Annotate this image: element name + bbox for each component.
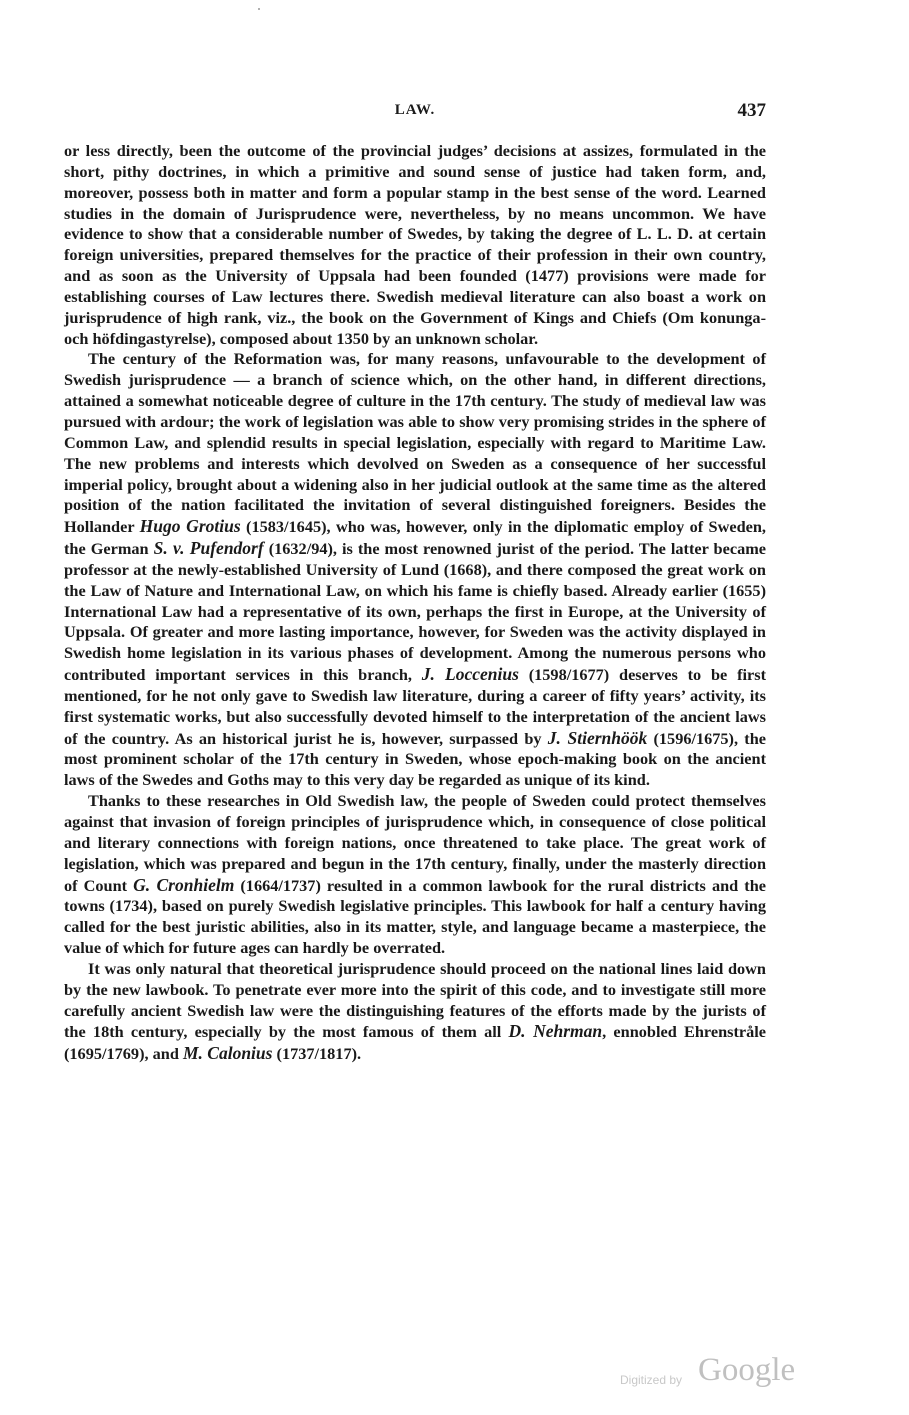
italic-name: Hugo Grotius [139, 516, 241, 537]
paragraph-2 [64, 349, 766, 791]
paragraph-3 [64, 791, 766, 959]
running-head [64, 100, 766, 124]
text-run: (1596/1675), the most prominent scholar of the 17th century in Sweden, whose epoch-making book on the ancient laws of the Swedes and Goths may to this very day be regarded as unique of its kind. [64, 728, 767, 790]
watermark-prefix: Digitized by [620, 1373, 683, 1387]
text-run: (1737/1817). [272, 1044, 362, 1064]
text-run: (1632/94), is the most renowned jurist of the period. The latter became professor at the newly-established University of Lund (1668), and there composed the great work on the Law of Nature and International Law, on which his fame is chiefly based. Already earlier (1655) International Law had a representative of its own, perhaps the first in Europe, at the University of Uppsala. Of greater and more lasting importance, however, for Sweden was the activity displayed in Swedish home legislation in its various phases of development. Among the numerous persons who contributed important services in this branch, [64, 539, 766, 685]
text-run: It was only natural that theoretical jurisprudence should proceed on the national lines laid down by the new lawbook. To penetrate ever more into the spirit of this code, and to investigate still more carefully ancient Swedish law were the distinguishing features of the efforts made by the jurists of the 18th century, especially by the most famous of them all [64, 958, 766, 1042]
text-run: (1583/1645), who was, however, only in the diplomatic employ of Sweden, the German [64, 517, 766, 559]
italic-name: J. Loccenius [421, 664, 519, 685]
text-run: or less directly, been the outcome of the provincial judges’ decisions at assizes, formulated in the short, pithy doctrines, in which a primitive and sound sense of justice had taken form, and, moreover, possess both in matter and form a popular stamp in the best sense of the word. Learned studies in the domain of Jurisprudence were, nevertheless, by no means uncommon. We have evidence to show that a considerable number of Swedes, by taking the degree of L. L. D. at certain foreign universities, prepared themselves for the practice of their profession in their own country, and as soon as the University of Uppsala had been founded (1477) provisions were made for establishing courses of Law lectures there. Swedish medieval literature can also boast a work on jurisprudence of high rank, viz., the book on the Government of Kings and Chiefs (Om konunga- och höfdingastyrelse), composed about 1350 by an unknown scholar. [64, 141, 766, 348]
page-number: 437 [737, 100, 766, 121]
text-run: (1598/1677) deserves to be first mentioned, for he not only gave to Swedish law literature, during a career of fifty years’ activity, its first systematic works, but also successfully devoted himself to the interpretation of the ancient laws of the country. As an historical jurist he is, however, surpassed by [64, 665, 767, 748]
digitized-by-google-watermark [620, 1352, 820, 1392]
text-run: , ennobled Ehrenstråle (1695/1769), and [64, 1022, 767, 1064]
google-logo: Google [698, 1352, 796, 1388]
text-run: The century of the Reformation was, for many reasons, unfavourable to the development of Swedish jurisprudence — a branch of science which, on the other hand, in different directions, attained a somewhat noticeable degree of culture in the 17th century. The study of medieval law was pursued with ardour; the work of legislation was able to show very promising strides in the sphere of Common Law, and splendid results in special legislation, especially with regard to Maritime Law. The new problems and interests which devolved on Sweden as a consequence of her successful imperial policy, brought about a widening also in her judicial outlook at the same time as the altered position of the nation facilitated the invitation of several distinguished foreigners. Besides the Hollander [64, 349, 766, 537]
italic-name: S. v. Pufendorf [153, 538, 264, 559]
italic-name: G. Cronhielm [133, 874, 235, 895]
italic-name: D. Nehrman [508, 1021, 603, 1042]
paragraph-1 [64, 141, 766, 349]
text-run: Thanks to these researches in Old Swedish law, the people of Sweden could protect themselves against that invasion of foreign principles of jurisprudence which, in consequence of close political and literary connections with foreign nations, once threatened to take place. The great work of legislation, which was prepared and begun in the 17th century, finally, under the masterly direction of Count [64, 791, 766, 895]
italic-name: J. Stiernhöök [547, 727, 648, 748]
italic-name: M. Calonius [182, 1043, 273, 1064]
paragraph-4 [64, 959, 766, 1065]
text-run: (1664/1737) resulted in a common lawbook for the rural districts and the towns (1734), based on purely Swedish legislative principles. This lawbook for half a century having called for the best juristic abilities, also in its matter, style, and language became a masterpiece, the value of which for future ages can hardly be overrated. [64, 875, 766, 958]
body-text [64, 141, 766, 1065]
running-head-title: LAW. [394, 102, 436, 118]
stray-ink-mark [258, 8, 260, 10]
